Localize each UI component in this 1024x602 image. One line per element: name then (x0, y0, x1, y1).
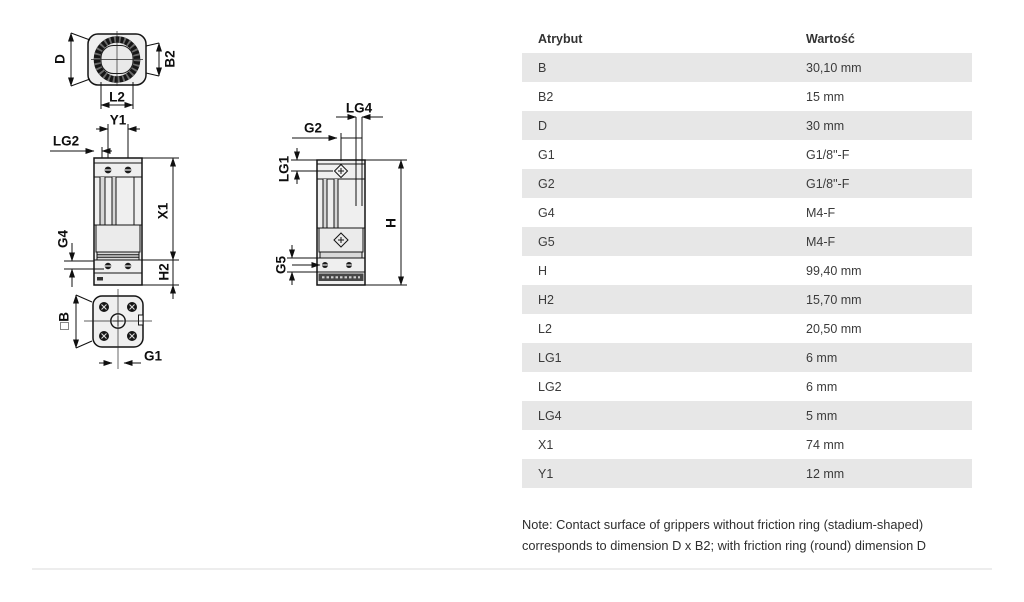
table-row (522, 459, 972, 488)
row-attribute: LG1 (538, 350, 562, 365)
dim-label-d: D (52, 54, 68, 64)
row-value: 74 mm (806, 437, 845, 452)
dim-label-b2: B2 (162, 50, 178, 68)
row-attribute: B2 (538, 89, 554, 104)
row-attribute: G4 (538, 205, 555, 220)
side-view (274, 101, 408, 286)
row-value: 15 mm (806, 89, 845, 104)
row-attribute: LG2 (538, 379, 562, 394)
dim-label-g1: G1 (144, 348, 163, 364)
table-row (522, 53, 972, 82)
spec-table (522, 24, 972, 488)
row-value: 5 mm (806, 408, 838, 423)
note-line-2: corresponds to dimension D x B2; with friction ring (round) dimension D (522, 538, 926, 553)
row-attribute: G1 (538, 147, 555, 162)
row-attribute: G2 (538, 176, 555, 191)
row-value: 99,40 mm (806, 263, 862, 278)
row-value: 30,10 mm (806, 60, 862, 75)
dim-label-g5: G5 (273, 255, 289, 275)
column-header-attribute: Atrybut (538, 31, 583, 46)
row-value: 6 mm (806, 350, 838, 365)
column-header-value: Wartość (806, 31, 855, 46)
table-row (522, 343, 972, 372)
table-row (522, 82, 972, 111)
row-attribute: H2 (538, 292, 554, 307)
row-value: G1/8"-F (806, 147, 850, 162)
dim-label-y1: Y1 (109, 112, 127, 128)
row-value: 30 mm (806, 118, 845, 133)
front-view (50, 113, 179, 300)
table-row (522, 111, 972, 140)
technical-drawing (0, 0, 500, 602)
dim-label-g2: G2 (303, 120, 323, 136)
dim-label-lg1: LG1 (276, 155, 292, 183)
dim-label-lg2: LG2 (52, 133, 80, 149)
dim-label-x1: X1 (155, 202, 171, 220)
note-text (522, 514, 992, 556)
table-row (522, 430, 972, 459)
table-row (522, 256, 972, 285)
dim-label-l2: L2 (109, 89, 125, 105)
row-attribute: Y1 (538, 466, 554, 481)
row-attribute: H (538, 263, 548, 278)
bottom-divider (32, 568, 992, 570)
row-value: 15,70 mm (806, 292, 862, 307)
dim-label-h: H (383, 218, 399, 228)
dim-label-b: □B (56, 312, 72, 330)
note-line-1: Note: Contact surface of grippers without friction ring (stadium-shaped) (522, 517, 924, 532)
row-attribute: X1 (538, 437, 554, 452)
row-value: 6 mm (806, 379, 838, 394)
row-value: 12 mm (806, 466, 845, 481)
table-row (522, 227, 972, 256)
row-value: M4-F (806, 205, 836, 220)
top-view (53, 31, 178, 109)
table-row (522, 140, 972, 169)
row-attribute: LG4 (538, 408, 562, 423)
dim-label-h2: H2 (156, 263, 172, 281)
table-row (522, 401, 972, 430)
row-attribute: L2 (538, 321, 552, 336)
row-value: M4-F (806, 234, 836, 249)
bottom-view (57, 289, 163, 369)
table-header (522, 24, 972, 53)
row-value: 20,50 mm (806, 321, 862, 336)
table-row (522, 285, 972, 314)
row-attribute: B (538, 60, 547, 75)
row-attribute: D (538, 118, 548, 133)
row-attribute: G5 (538, 234, 555, 249)
row-value: G1/8"-F (806, 176, 850, 191)
table-row (522, 314, 972, 343)
table-row (522, 169, 972, 198)
dim-label-lg4: LG4 (345, 100, 373, 116)
table-row (522, 198, 972, 227)
table-row (522, 372, 972, 401)
dim-label-g4: G4 (55, 229, 71, 249)
